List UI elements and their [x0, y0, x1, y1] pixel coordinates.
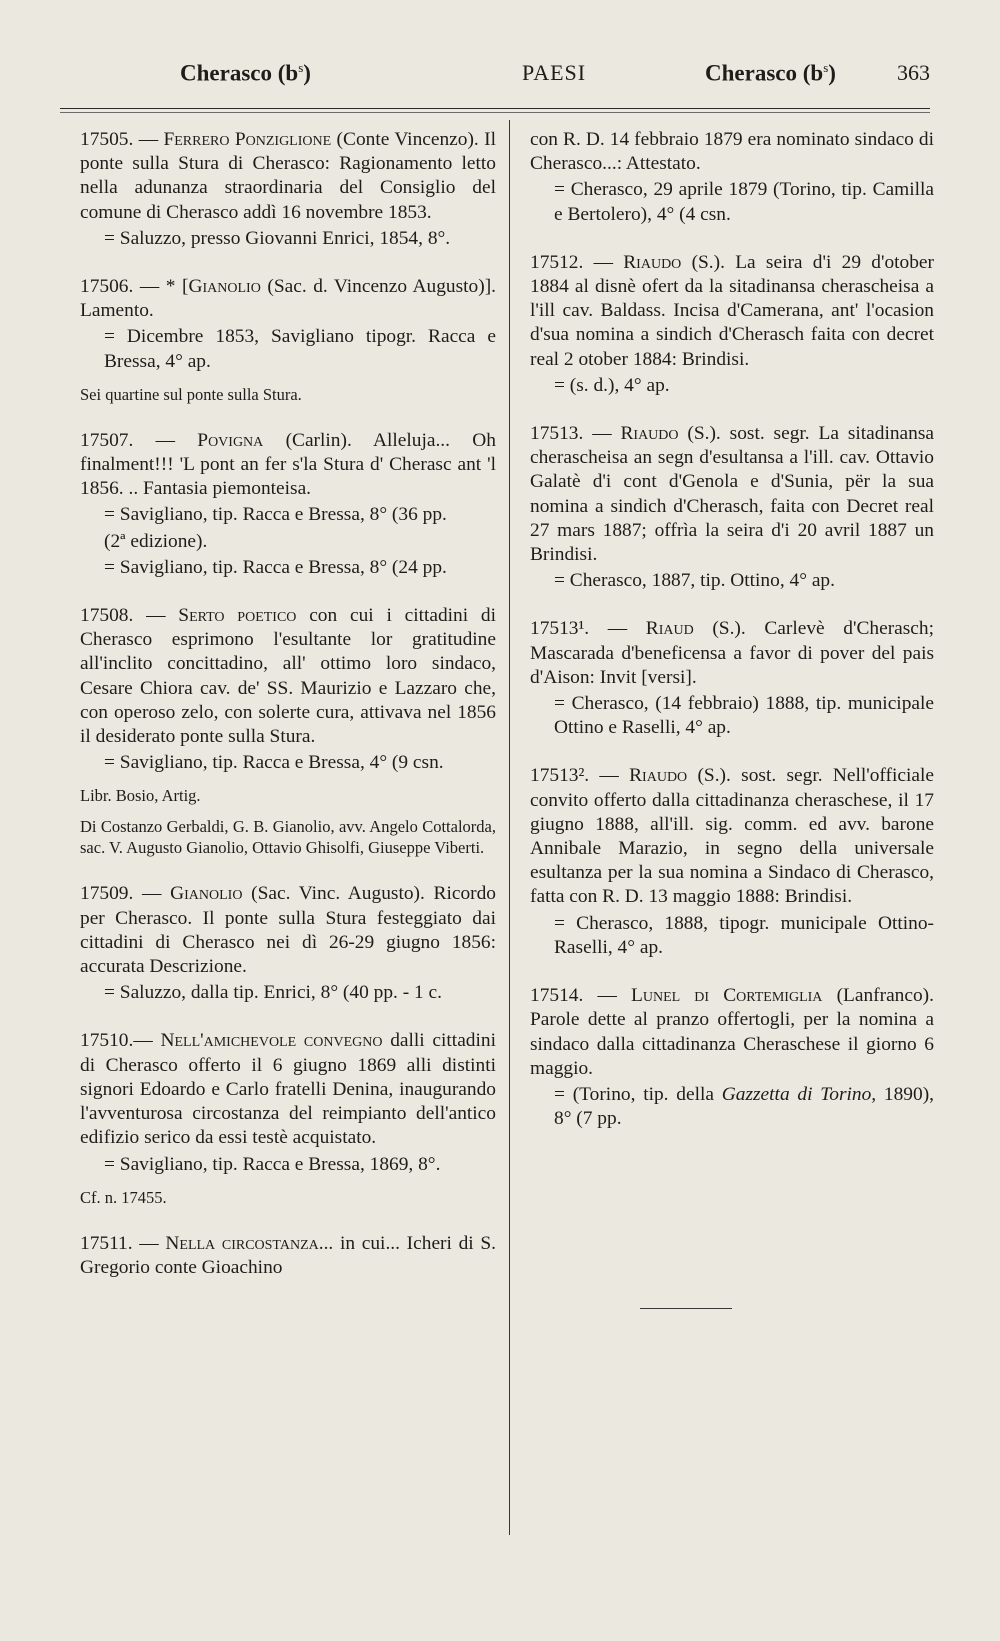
entry-imprint: = Dicembre 1853, Savigliano tipogr. Racca e Bressa, 4° ap. — [104, 326, 496, 372]
running-header — [60, 48, 930, 109]
entry-library: Libr. Bosio, Artig. — [80, 786, 201, 806]
entry-author: Gianolio — [170, 883, 243, 905]
entry-number: 17508. — — [80, 605, 166, 627]
entry-text: con R. D. 14 febbraio 1879 era nominato sindaco di Cherasco...: Attestato. — [530, 129, 934, 175]
header-left-title: Cherasco $(b^s)$ — [180, 60, 311, 86]
entry-17506 — [80, 275, 496, 405]
entry-17511-continued — [530, 128, 934, 227]
entry-17511 — [80, 1232, 496, 1280]
entry-author: Ferrero Ponziglione — [163, 129, 332, 150]
entry-text: (Conte Vincenzo). Il ponte sulla Stura di Cherasco: Ragionamento letto nella adunanza straordinaria del Consiglio del comune di Cherasco addì 16 novembre 1853. — [80, 129, 496, 223]
entry-text: (Carlin). Alleluja... Oh finalment!!! 'L pont an fer s'la Stura d' Cherasc ant 'l 1856. .. Fantasia piemonteisa. — [80, 429, 496, 500]
entry-text: in cui... Icheri di S. Gregorio conte Gioachino — [80, 1232, 496, 1278]
entry-17513 — [530, 422, 934, 593]
entry-imprint: = Cherasco, (14 febbraio) 1888, tip. municipale Ottino e Raselli, 4° ap. — [554, 693, 934, 739]
entry-imprint: = Savigliano, tip. Racca e Bressa, 4° (9 csn. — [104, 752, 444, 774]
entry-author: Nella circostanza... — [165, 1232, 334, 1254]
entry-author: Povigna — [197, 429, 264, 451]
entry-imprint: = Saluzzo, presso Giovanni Enrici, 1854, 8°. — [104, 227, 451, 249]
entry-imprint: = Savigliano, tip. Racca e Bressa, 1869, 8°. — [104, 1153, 441, 1175]
entry-text: (Sac. d. Vincenzo Augusto)]. Lamento. — [80, 276, 496, 322]
entry-edition: (2ª edizione). — [104, 530, 208, 552]
entry-17513-1 — [530, 617, 934, 740]
entry-17510 — [80, 1029, 496, 1207]
entry-author: Riaud — [645, 618, 694, 640]
entry-text: dalli cittadini di Cherasco offerto il 6 giugno 1869 alli distinti signori Edoardo e Carlo fratelli Denina, inaugurando l'avventurosa circostanza del reimpianto dell'antico edifizio serico da essi testè acquistato. — [80, 1030, 496, 1149]
entry-text: (S.). Carlevè d'Cherasch; Mascarada d'beneficensa a favor di pover del pais d'Aison: Invit [versi]. — [530, 618, 934, 688]
entry-17508 — [80, 604, 496, 858]
entry-author: Nell'amichevole convegno — [160, 1030, 383, 1052]
entry-imprint-2: = Savigliano, tip. Racca e Bressa, 8° (24 pp. — [104, 556, 447, 578]
right-column — [530, 128, 934, 1155]
entry-17507 — [80, 429, 496, 580]
entry-17512 — [530, 251, 934, 398]
entry-imprint: = (Torino, tip. della Gazzetta di Torino, 1890), 8° (7 pp. — [554, 1083, 934, 1130]
entry-imprint: = Cherasco, 1888, tipogr. municipale Ottino-Raselli, 4° ap. — [554, 912, 934, 958]
entry-text: (S.). La seira d'i 29 d'otober 1884 al disnè ofert da la sitadinansa cherascheisa a l'ill cav. Baldass. Incisa d'Camerana, ant' l'ocasion d'sua nomina a sindich d'Cherasch faita con decret real 2 otober 1884: Brindisi. — [530, 251, 934, 370]
header-rule — [60, 112, 930, 113]
entry-text: (Sac. Vinc. Augusto). Ricordo per Cherasco. Il ponte sulla Stura festeggiato dai cittadini di Cherasco nei dì 26-29 giugno 1856: accurata Descrizione. — [80, 883, 496, 978]
entry-text: (S.). sost. segr. La sitadinansa cherascheisa an segn d'esultansa a l'ill. cav. Ottavio Galatè d'i cont d'Genola e d'Sunia, për la sua nomina a sindich d'Cherasch, faita con Decret real 27 mars 1887; offrìa la seira d'i 20 avril 1887 un Brindisi. — [530, 423, 934, 566]
entry-text: (Lanfranco). Parole dette al pranzo offertogli, per la nomina a sindaco dalla cittadinanza Cheraschese il giorno 6 maggio. — [530, 985, 934, 1079]
entry-number: 17512. — — [530, 251, 613, 273]
entry-17505 — [80, 128, 496, 251]
entry-17509 — [80, 882, 496, 1005]
entry-author: Riaudo — [623, 251, 682, 273]
entry-crossref: Cf. n. 17455. — [80, 1187, 167, 1207]
entry-number: 17513¹. — — [530, 618, 628, 640]
entry-number: 17513². — — [530, 765, 619, 787]
entry-17514 — [530, 984, 934, 1131]
entry-number: 17507. — — [80, 429, 175, 451]
entry-imprint: = Savigliano, tip. Racca e Bressa, 8° (36 pp. — [104, 504, 447, 526]
entry-imprint: = Cherasco, 29 aprile 1879 (Torino, tip. Camilla e Bertolero), 4° (4 csn. — [554, 179, 934, 225]
column-divider — [509, 120, 510, 1535]
left-column — [80, 128, 496, 1304]
entry-number: 17505. — — [80, 129, 159, 150]
entry-author: * [Gianolio — [165, 276, 261, 298]
entry-note: Di Costanzo Gerbaldi, G. B. Gianolio, avv. Angelo Cottalorda, sac. V. Augusto Gianolio, Ottavio Ghisolfi, Giuseppe Viberti. — [80, 817, 496, 858]
page-number: 363 — [897, 60, 930, 85]
entry-imprint: = (s. d.), 4° ap. — [554, 374, 670, 396]
header-section: PAESI — [522, 60, 587, 85]
entry-note: Sei quartine sul ponte sulla Stura. — [80, 384, 302, 404]
entry-number: 17509. — — [80, 883, 162, 905]
entry-number: 17513. — — [530, 423, 612, 445]
entry-number: 17511. — — [80, 1232, 159, 1254]
entry-author: Riaudo — [629, 765, 688, 787]
entry-17513-2 — [530, 764, 934, 960]
entry-author: Riaudo — [620, 423, 679, 445]
entry-imprint: = Cherasco, 1887, tip. Ottino, 4° ap. — [554, 570, 835, 592]
entry-imprint: = Saluzzo, dalla tip. Enrici, 8° (40 pp. - 1 c. — [104, 982, 443, 1004]
entry-author: Serto poetico — [178, 605, 297, 627]
entry-text: (S.). sost. segr. Nell'officiale convito offerto dalla cittadinanza cheraschese, il 17 giugno 1888, all'ill. sig. comm. ed avv. barone Annibale Marazio, in segno della universale esultanza per la sua nomina a Sindaco di Cherasco, fatta con R. D. 13 maggio 1888: Brindisi. — [530, 765, 934, 908]
header-right-title: Cherasco $(b^s)$ — [705, 60, 836, 86]
entry-author: Lunel di Cortemiglia — [631, 985, 823, 1007]
entry-number: 17506. — — [80, 276, 160, 298]
entry-number: 17510.— — [80, 1030, 153, 1052]
section-end-rule — [640, 1308, 732, 1309]
entry-text: con cui i cittadini di Cherasco esprimono l'esultante lor gratitudine all'inclito concittadino, all' ottimo loro sindaco, Cesare Chiora cav. de' SS. Maurizio e Lazzaro che, con operoso zelo, con solerte cura, attivava nel 1856 il desiderato ponte sulla Stura. — [80, 605, 497, 748]
entry-number: 17514. — — [530, 985, 617, 1007]
